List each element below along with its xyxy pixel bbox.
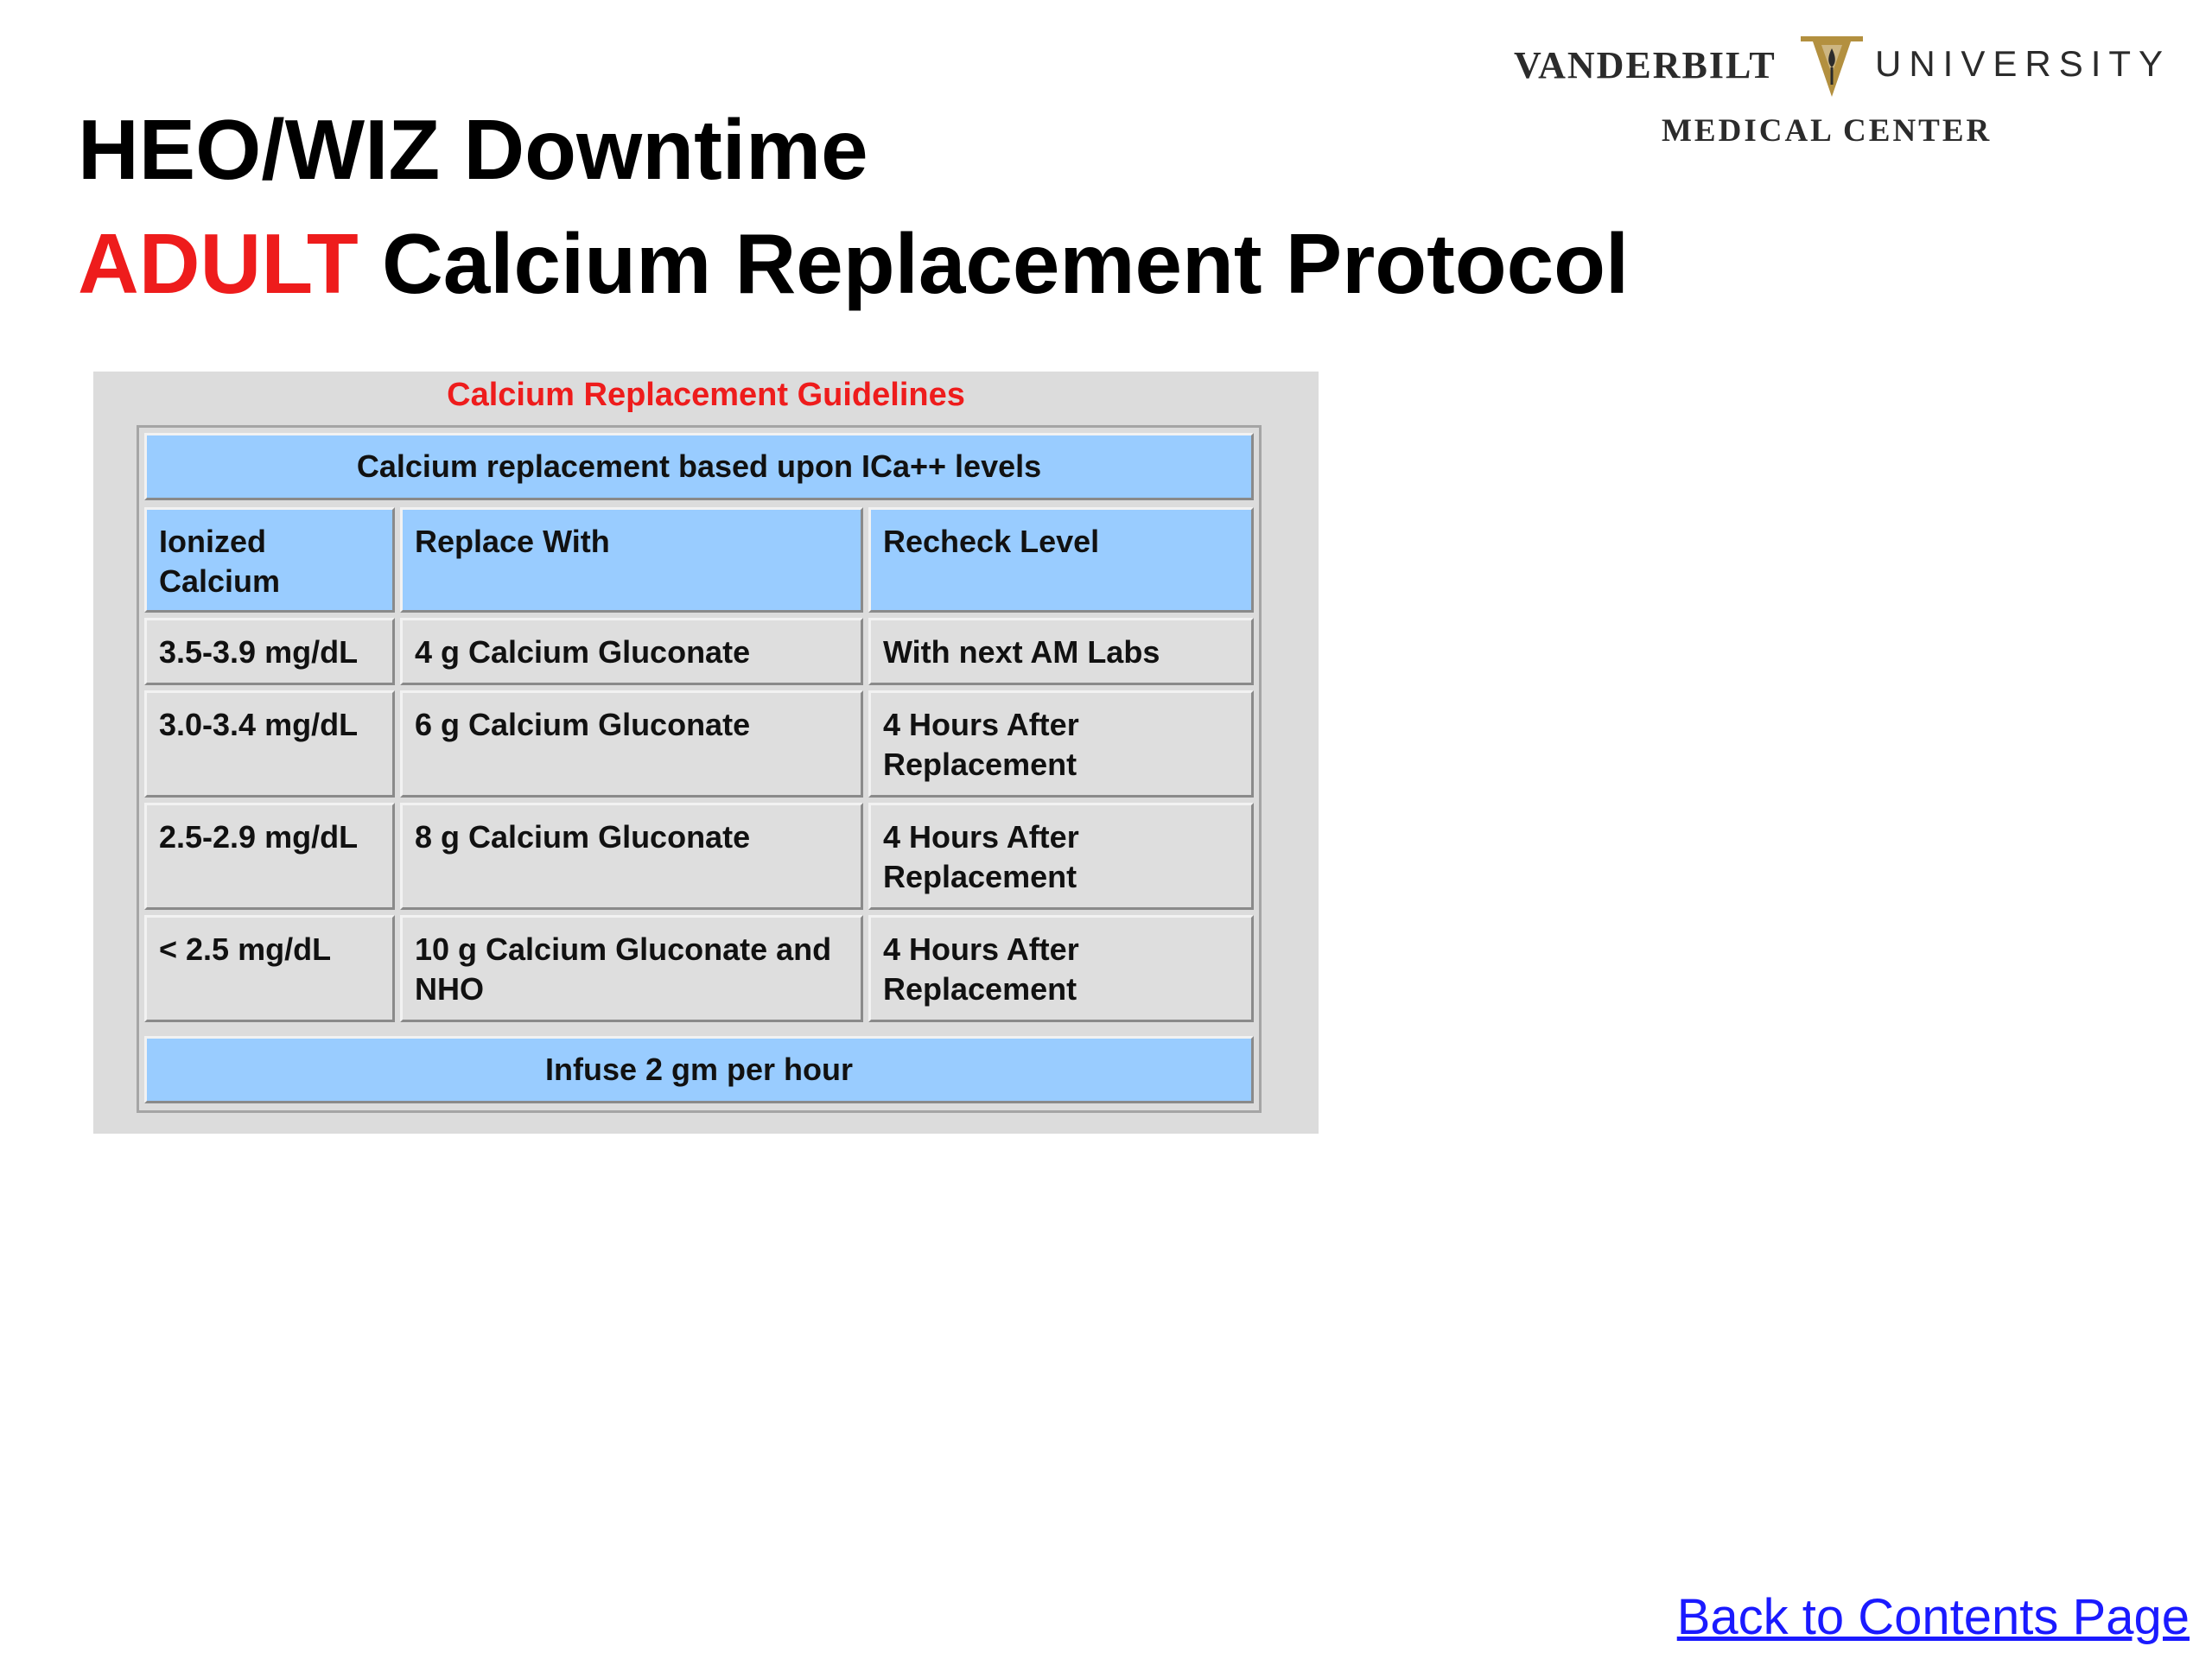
guidelines-table xyxy=(137,425,1262,1113)
column-header-recheck-level: Recheck Level xyxy=(868,507,1254,613)
table-cell-recheck: 4 Hours After Replacement xyxy=(868,915,1254,1022)
page-title: HEO/WIZ Downtime xyxy=(78,102,868,197)
guidelines-panel xyxy=(93,372,1319,1134)
guidelines-heading: Calcium Replacement Guidelines xyxy=(447,377,965,413)
table-cell-recheck: 4 Hours After Replacement xyxy=(868,690,1254,798)
table-cell-recheck: 4 Hours After Replacement xyxy=(868,803,1254,910)
vanderbilt-logo xyxy=(1503,28,2171,157)
column-header-ionized-calcium: Ionized Calcium xyxy=(144,507,395,613)
logo-word-vanderbilt: VANDERBILT xyxy=(1514,44,1777,86)
table-cell-replace: 6 g Calcium Gluconate xyxy=(400,690,863,798)
column-header-replace-with: Replace With xyxy=(400,507,863,613)
logo-wordmark xyxy=(1503,33,2171,111)
title-rest: Calcium Replacement Protocol xyxy=(358,216,1630,311)
shield-icon xyxy=(1797,33,1866,100)
table-cell-recheck: With next AM Labs xyxy=(868,618,1254,685)
table-cell-level: 3.0-3.4 mg/dL xyxy=(144,690,395,798)
table-cell-replace: 4 g Calcium Gluconate xyxy=(400,618,863,685)
logo-subtitle: MEDICAL CENTER xyxy=(1662,113,1993,149)
back-to-contents-link[interactable]: Back to Contents Page xyxy=(1676,1589,2190,1645)
table-top-banner: Calcium replacement based upon ICa++ levels xyxy=(144,433,1254,500)
page-subtitle xyxy=(78,216,1630,311)
table-bottom-banner: Infuse 2 gm per hour xyxy=(144,1036,1254,1103)
title-accent-adult: ADULT xyxy=(78,216,359,311)
logo-word-university: UNIVERSITY xyxy=(1875,43,2171,84)
table-cell-level: < 2.5 mg/dL xyxy=(144,915,395,1022)
table-cell-level: 3.5-3.9 mg/dL xyxy=(144,618,395,685)
table-cell-replace: 8 g Calcium Gluconate xyxy=(400,803,863,910)
table-cell-replace: 10 g Calcium Gluconate and NHO xyxy=(400,915,863,1022)
table-cell-level: 2.5-2.9 mg/dL xyxy=(144,803,395,910)
